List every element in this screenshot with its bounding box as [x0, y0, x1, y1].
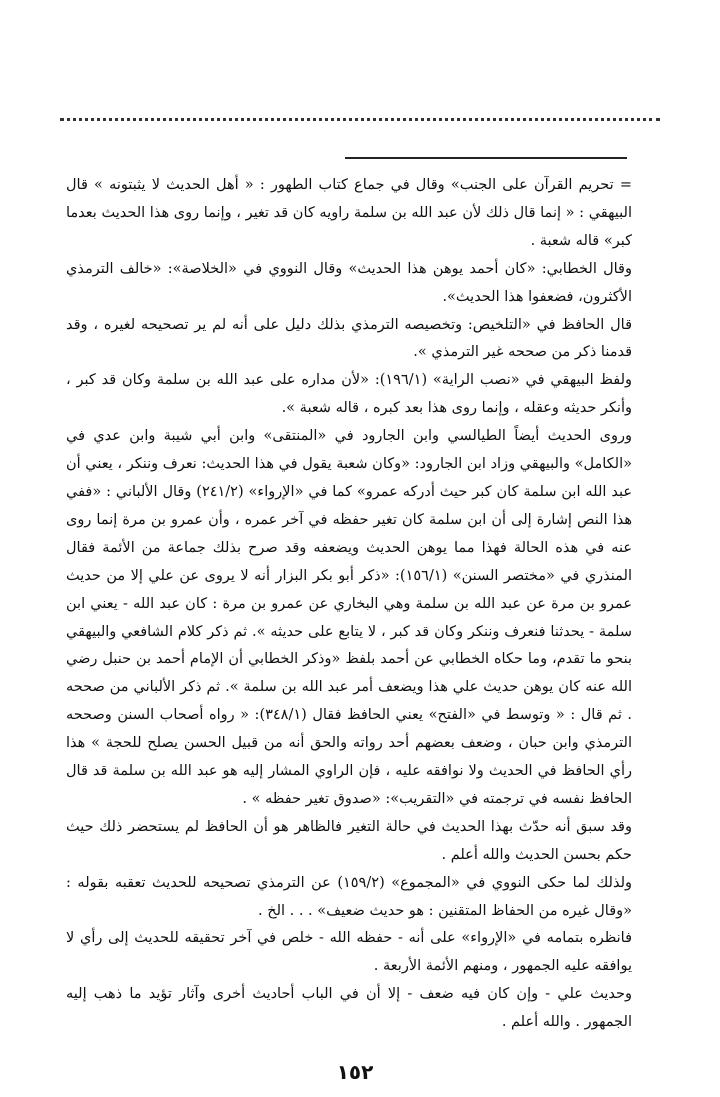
paragraph: ولذلك لما حكى النووي في «المجموع» (١٥٩/٢) عن الترمذي تصحيحه للحديث تعقبه بقوله : «وقال غيره من الحفاظ المتقنين : هو حديث ضعيف» . . . الخ . [66, 874, 632, 919]
paragraph: ولفظ البيهقي في «نصب الراية» (١٩٦/١): «لأن مداره على عبد الله بن سلمة وكان قد كبر ، وأنكر حديثه وعقله ، وإنما روى هذا بعد كبره ، قاله شعبة ». [66, 372, 632, 417]
page-number: ١٥٢ [336, 1060, 374, 1084]
paragraph: وقد سبق أنه حدّث بهذا الحديث في حالة التغير فالظاهر هو أن الحافظ لم يستحضر ذلك حيث حكم بحسن الحديث والله أعلم . [66, 818, 632, 863]
paragraph: = تحريم القرآن على الجنب» وقال في جماع كتاب الطهور : « أهل الحديث لا يثبتونه » قال البيهقي : « إنما قال ذلك لأن عبد الله بن سلمة راويه كان قد تغير ، وإنما روى هذا الحديث بعدما كبر» قاله شعبة . [66, 177, 632, 249]
footnote-text [66, 172, 632, 1037]
footnote-rule [345, 157, 627, 159]
paragraph: وروى الحديث أيضاً الطيالسي وابن الجارود في «المنتقى» وابن أبي شيبة وابن عدي في «الكامل» والبيهقي وزاد ابن الجارود: «وكان شعبة يقول في هذا الحديث: نعرف وننكر ، يعني أن عبد الله ابن سلمة كان كبر حيث أدركه عمرو» كما في «الإرواء» (٢٤١/٢) وقال الألباني : «ففي هذا النص إشارة إلى أن ابن سلمة كان تغير حفظه في آخر عمره ، وأن عمرو بن مرة إنما روى عنه في هذه الحالة فهذا مما يوهن الحديث ويضعفه وقد صرح بذلك جماعة من الأئمة فقال المنذري في «مختصر السنن» (١٥٦/١): «ذكر أبو بكر البزار أنه لا يروى عن علي إلا من حديث عمرو بن مرة عن عبد الله بن سلمة وهي البخاري عن عمرو بن مرة : كان عبد الله - يعني ابن سلمة - يحدثنا فنعرف وننكر وكان قد كبر ، لا يتابع على حديثه ». ثم ذكر كلام الشافعي والبيهقي بنحو ما تقدم، وما حكاه الخطابي عن أحمد بلفظ «وذكر الخطابي أن الإمام أحمد بن حنبل رضي الله عنه كان يوهن حديث علي هذا ويضعف أمر عبد الله بن سلمة ». ثم ذكر الألباني من صححه . ثم قال : « وتوسط في «الفتح» يعني الحافظ فقال (٣٤٨/١): « رواه أصحاب السنن وصححه الترمذي وابن حبان ، وضعف بعضهم أحد رواته والحق أنه من قبيل الحسن يصلح للحجة » هذا رأي الحافظ في الحديث ولا نوافقه عليه ، فإن الراوي المشار إليه هو عبد الله بن سلمة قد قال الحافظ نفسه في ترجمته في «التقريب»: «صدوق تغير حفظه » . [66, 428, 632, 807]
paragraph: فانظره بتمامه في «الإرواء» على أنه - حفظه الله - خلص في آخر تحقيقه للحديث إلى رأي لا يوافقه عليه الجمهور ، ومنهم الأئمة الأربعة . [66, 930, 632, 975]
paragraph: وحديث علي - وإن كان فيه ضعف - إلا أن في الباب أحاديث أخرى وآثار تؤيد ما ذهب إليه الجمهور . والله أعلم . [66, 986, 632, 1031]
paragraph: وقال الخطابي: «كان أحمد يوهن هذا الحديث» وقال النووي في «الخلاصة»: «خالف الترمذي الأكثرون، فضعفوا هذا الحديث». [66, 260, 632, 305]
dotted-separator [60, 118, 660, 121]
paragraph: قال الحافظ في «التلخيص: وتخصيصه الترمذي بذلك دليل على أنه لم ير تصحيحه لغيره ، وقد قدمنا ذكر من صححه غير الترمذي ». [66, 316, 632, 361]
